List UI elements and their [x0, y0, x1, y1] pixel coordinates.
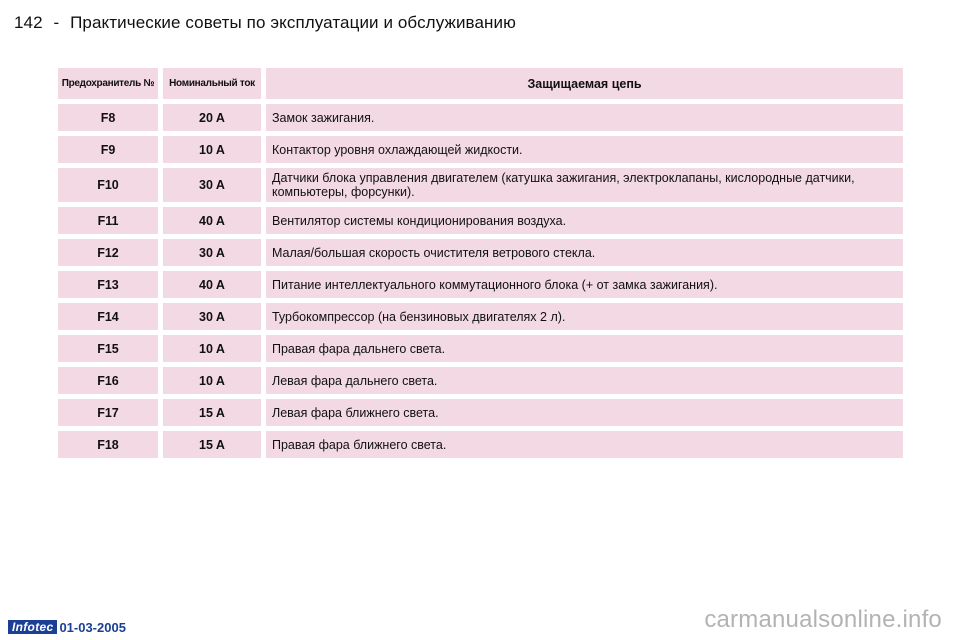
table-row [58, 168, 903, 202]
rated-current-cell: 20 A [163, 104, 261, 131]
table-row [58, 207, 903, 234]
table-row [58, 303, 903, 330]
protected-circuit-cell: Вентилятор системы кондиционирования воздуха. [266, 207, 903, 234]
table-header-row [58, 68, 903, 99]
page-title: Практические советы по эксплуатации и обслуживанию [70, 13, 516, 32]
fuse-number-cell: F16 [58, 367, 158, 394]
rated-current-cell: 40 A [163, 271, 261, 298]
table-row [58, 271, 903, 298]
fuse-number-cell: F15 [58, 335, 158, 362]
page-header [14, 13, 516, 33]
table-row [58, 431, 903, 458]
rated-current-cell: 10 A [163, 335, 261, 362]
protected-circuit-cell: Контактор уровня охлаждающей жидкости. [266, 136, 903, 163]
protected-circuit-cell: Правая фара ближнего света. [266, 431, 903, 458]
table-row [58, 136, 903, 163]
protected-circuit-cell: Датчики блока управления двигателем (катушка зажигания, электроклапаны, кислородные датчики, компьютеры, форсунки). [266, 168, 903, 202]
protected-circuit-cell: Правая фара дальнего света. [266, 335, 903, 362]
table-row [58, 239, 903, 266]
footer-brand [8, 620, 126, 634]
rated-current-cell: 15 A [163, 399, 261, 426]
protected-circuit-cell: Левая фара ближнего света. [266, 399, 903, 426]
watermark: carmanualsonline.info [704, 606, 942, 633]
infotec-logo: Infotec [8, 620, 57, 634]
fuse-number-cell: F8 [58, 104, 158, 131]
table-body [58, 104, 903, 458]
table-row [58, 104, 903, 131]
fuse-table [58, 68, 903, 463]
rated-current-cell: 30 A [163, 239, 261, 266]
protected-circuit-cell: Питание интеллектуального коммутационного блока (+ от замка зажигания). [266, 271, 903, 298]
table-row [58, 335, 903, 362]
fuse-number-cell: F12 [58, 239, 158, 266]
rated-current-cell: 10 A [163, 136, 261, 163]
fuse-number-cell: F14 [58, 303, 158, 330]
protected-circuit-cell: Замок зажигания. [266, 104, 903, 131]
protected-circuit-cell: Левая фара дальнего света. [266, 367, 903, 394]
page-number: 142 [14, 13, 43, 32]
rated-current-cell: 10 A [163, 367, 261, 394]
fuse-number-cell: F13 [58, 271, 158, 298]
column-header-fuse: Предохранитель № [58, 68, 158, 99]
rated-current-cell: 30 A [163, 168, 261, 202]
fuse-number-cell: F10 [58, 168, 158, 202]
protected-circuit-cell: Турбокомпрессор (на бензиновых двигателях 2 л). [266, 303, 903, 330]
fuse-number-cell: F11 [58, 207, 158, 234]
rated-current-cell: 15 A [163, 431, 261, 458]
column-header-current: Номинальный ток [163, 68, 261, 99]
column-header-circuit: Защищаемая цепь [266, 68, 903, 99]
fuse-number-cell: F9 [58, 136, 158, 163]
fuse-number-cell: F17 [58, 399, 158, 426]
protected-circuit-cell: Малая/большая скорость очистителя ветрового стекла. [266, 239, 903, 266]
table-row [58, 367, 903, 394]
rated-current-cell: 30 A [163, 303, 261, 330]
table-row [58, 399, 903, 426]
rated-current-cell: 40 A [163, 207, 261, 234]
header-separator: - [53, 13, 60, 32]
fuse-number-cell: F18 [58, 431, 158, 458]
footer-date: 01-03-2005 [59, 619, 126, 635]
